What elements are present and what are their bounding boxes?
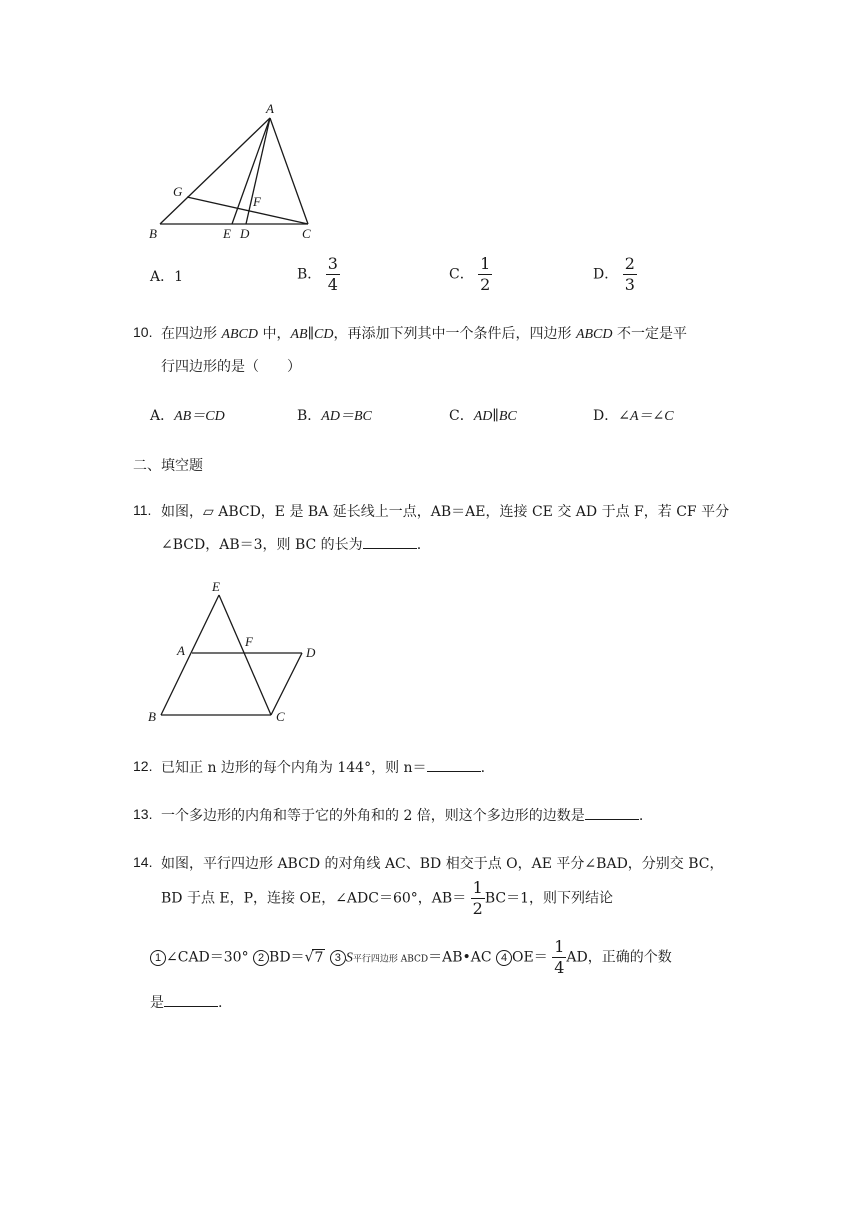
label-C: C (302, 226, 311, 241)
answer-blank[interactable] (427, 759, 481, 772)
answer-blank[interactable] (585, 807, 639, 820)
q9-option-b[interactable]: B． $\frac{3}{4}$ (297, 254, 338, 294)
label-F: F (253, 194, 261, 209)
label-E: E (212, 579, 220, 594)
question-number: 12. (133, 758, 153, 774)
label-B: B (148, 709, 156, 724)
label-F: F (245, 634, 253, 649)
q10-option-c[interactable]: C．AD∥BC (449, 408, 517, 424)
label-D: D (240, 226, 250, 241)
answer-blank[interactable] (164, 994, 218, 1007)
segment-CD (271, 653, 302, 715)
answer-blank[interactable] (363, 536, 417, 549)
question-number: 11. (133, 502, 152, 518)
q11-stem-line2: ∠BCD，AB＝3，则 BC 的长为 . (161, 537, 422, 553)
question-number: 13. (133, 806, 153, 822)
circled-number: 3 (330, 950, 346, 966)
label-E: E (223, 226, 231, 241)
label-B: B (149, 226, 157, 241)
section-heading: 二、填空题 (133, 458, 203, 474)
label-A: A (266, 101, 274, 116)
q9-figure (140, 100, 330, 245)
q10-option-b[interactable]: B．AD＝BC (297, 408, 372, 424)
circled-number: 4 (496, 950, 512, 966)
segment-EB (161, 595, 219, 715)
q11-figure (140, 578, 330, 728)
circled-number: 1 (150, 950, 166, 966)
fraction: $\frac{3}{4}$ (327, 254, 338, 294)
label-G: G (173, 184, 183, 199)
fraction: $\frac{1}{2}$ (480, 254, 491, 294)
q9-option-a[interactable]: A．1 (150, 269, 184, 285)
label-A: A (177, 643, 185, 658)
question-number: 14. (133, 854, 153, 870)
q13-stem: 一个多边形的内角和等于它的外角和的 2 倍，则这个多边形的边数是 . (161, 808, 644, 824)
fraction: $\frac{1}{4}$ (554, 937, 565, 977)
q12-stem: 已知正 n 边形的每个内角为 144°，则 n＝ . (161, 760, 486, 776)
circled-number: 2 (253, 950, 269, 966)
label-D: D (306, 645, 316, 660)
fraction: $\frac{1}{2}$ (472, 878, 483, 918)
q11-stem-line1: 如图，▱ ABCD，E 是 BA 延长线上一点，AB＝AE，连接 CE 交 AD 于点 F，若 CF 平分 (161, 504, 730, 520)
segment-EC (219, 595, 271, 715)
q14-stem-line2: BD 于点 E，P，连接 OE，∠ADC＝60°，AB＝ $\frac{1}{2}$ BC＝1，则下列结论 (161, 878, 614, 918)
q10-option-d[interactable]: D．∠A＝∠C (593, 408, 674, 424)
q10-stem-line1: 在四边形 ABCD 中，AB∥CD，再添加下列其中一个条件后，四边形 ABCD 不一定是平 (161, 326, 687, 342)
question-number: 10. (133, 324, 153, 340)
fraction: $\frac{2}{3}$ (624, 254, 635, 294)
q14-stem-line1: 如图，平行四边形 ABCD 的对角线 AC、BD 相交于点 O，AE 平分∠BAD，分别交 BC， (161, 856, 724, 872)
q14-stem-line4: 是 . (150, 995, 223, 1011)
q10-option-a[interactable]: A．AB＝CD (150, 408, 225, 424)
q9-option-d[interactable]: D． $\frac{2}{3}$ (593, 254, 635, 294)
q9-option-c[interactable]: C． $\frac{1}{2}$ (449, 254, 491, 294)
q14-conclusions-line: 1 ∠CAD＝30° 2 BD＝√7 3 S平行四边形 ABCD＝AB•AC 4 OE＝ $\frac{1}{4}$ AD，正确的个数 (150, 939, 672, 976)
segment-AC (270, 118, 308, 224)
q10-stem-line2: 行四边形的是（ ） (161, 359, 301, 375)
label-C: C (276, 709, 285, 724)
